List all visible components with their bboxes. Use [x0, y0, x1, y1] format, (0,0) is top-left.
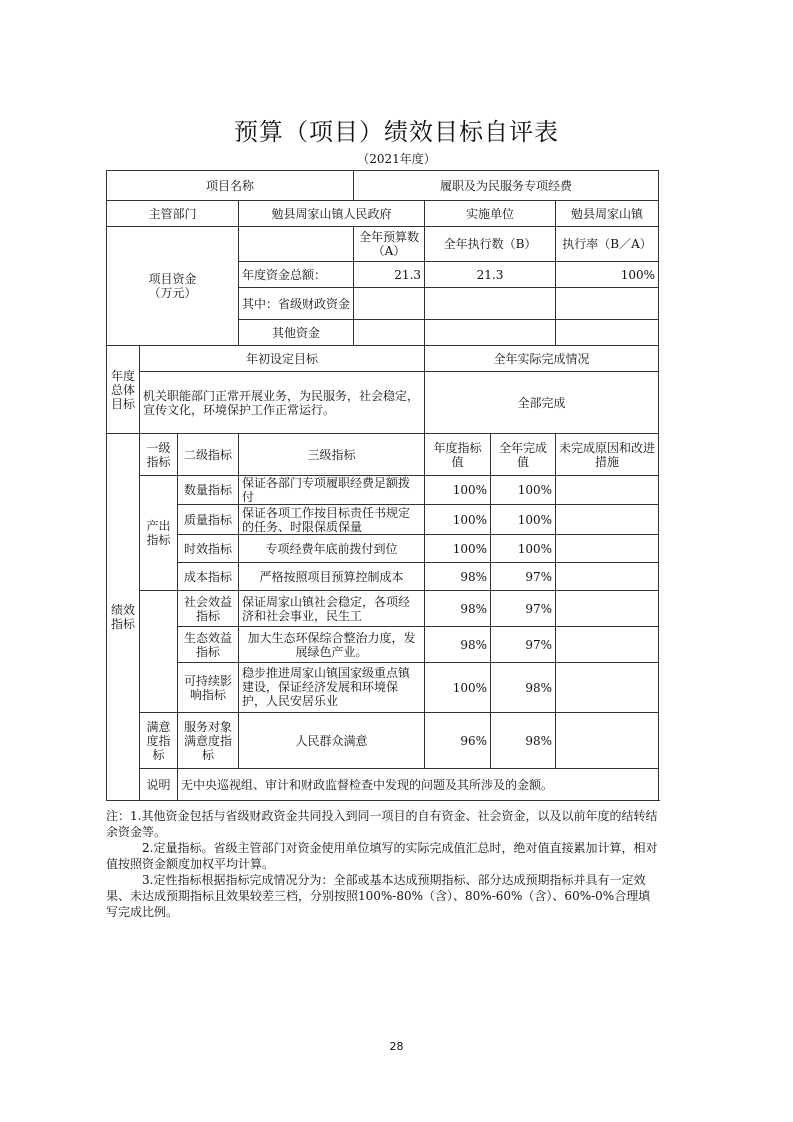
target-cell: 96%	[425, 713, 491, 769]
reason-cell	[556, 591, 659, 627]
actual-cell: 98%	[491, 663, 556, 713]
overall-col-actual: 全年实际完成情况	[425, 346, 659, 372]
overall-label: 年度总体目标	[107, 346, 140, 434]
funds-row-label: 其中：省级财政资金	[239, 288, 354, 320]
funds-header-blank	[239, 227, 354, 262]
level2-cell: 成本指标	[178, 563, 239, 591]
funds-label	[107, 227, 239, 346]
target-cell: 100%	[425, 535, 491, 563]
project-name-value: 履职及为民服务专项经费	[354, 171, 659, 201]
funds-row-label: 其他资金	[239, 320, 354, 346]
funds-label-line2: （万元）	[148, 286, 197, 300]
level2-cell: 服务对象满意度指标	[178, 713, 239, 769]
funds-row-budget: 21.3	[354, 262, 425, 288]
dept-value: 勉县周家山镇人民政府	[239, 201, 425, 227]
actual-cell: 100%	[491, 505, 556, 535]
h-actual: 全年完成值	[491, 434, 556, 476]
footnote-1: 注：1.其他资金包括与省级财政资金共同投入到同一项目的自有资金、社会资金，以及以前年度的结转结余资金等。	[106, 809, 658, 839]
funds-row-exec: 21.3	[425, 262, 556, 288]
h-level1: 一级指标	[140, 434, 178, 476]
level2-cell: 数量指标	[178, 476, 239, 505]
year-subtitle: （2021年度）	[357, 152, 436, 166]
h-reason: 未完成原因和改进措施	[556, 434, 659, 476]
level3-cell	[239, 663, 425, 713]
reason-cell	[556, 663, 659, 713]
overall-target-text: 机关职能部门正常开展业务，为民服务，社会稳定，宣传文化，环境保护工作正常运行。	[140, 372, 425, 434]
actual-cell: 100%	[491, 476, 556, 505]
overall-actual-text: 全部完成	[425, 372, 659, 434]
level1-effect	[140, 591, 178, 713]
level3-cell: 专项经费年底前拨付到位	[239, 535, 425, 563]
level2-cell: 时效指标	[178, 535, 239, 563]
target-cell: 100%	[425, 505, 491, 535]
level2-cell: 可持续影响指标	[178, 663, 239, 713]
level3-cell: 严格按照项目预算控制成本	[239, 563, 425, 591]
funds-row-rate: 100%	[556, 262, 659, 288]
funds-row-budget	[354, 320, 425, 346]
page-number: 28	[389, 1040, 404, 1053]
h-target: 年度指标值	[425, 434, 491, 476]
level3-text: 保证各部门专项履职经费足额拨付	[242, 476, 411, 504]
level3-cell	[239, 476, 425, 505]
target-cell: 98%	[425, 627, 491, 663]
funds-row-label: 年度资金总额：	[239, 262, 354, 288]
indicators-label: 绩效指标	[107, 434, 140, 801]
reason-cell	[556, 476, 659, 505]
overall-col-target: 年初设定目标	[140, 346, 425, 372]
self-evaluation-table	[106, 170, 659, 801]
level3-text: 保证各项工作按目标责任书规定的任务、时限保质保量	[242, 505, 411, 534]
page-title: 预算（项目）绩效目标自评表	[234, 118, 559, 146]
funds-row-rate	[556, 288, 659, 320]
target-cell: 98%	[425, 591, 491, 627]
level2-cell: 质量指标	[178, 505, 239, 535]
remark-label: 说明	[140, 769, 178, 801]
actual-cell: 98%	[491, 713, 556, 769]
dept-label: 主管部门	[107, 201, 239, 227]
funds-col-budget: 全年预算数（A）	[354, 227, 425, 262]
level3-cell: 加大生态环保综合整治力度，发展绿色产业。	[239, 627, 425, 663]
footnote-2: 2.定量指标。省级主管部门对资金使用单位填写的实际完成值汇总时，绝对值直接累加计算，相对值按照资金额度加权平均计算。	[106, 841, 658, 871]
impl-label: 实施单位	[425, 201, 556, 227]
actual-cell: 97%	[491, 591, 556, 627]
footnote-3: 3.定性指标根据指标完成情况分为：全部或基本达成预期指标、部分达成预期指标并具有一定效果、未达成预期指标且效果较差三档，分别按照100%-80%（含）、80%-60%（含）、60%-0%合理填写完成比例。	[106, 873, 651, 919]
actual-cell: 100%	[491, 535, 556, 563]
reason-cell	[556, 627, 659, 663]
actual-cell: 97%	[491, 627, 556, 663]
h-level2: 二级指标	[178, 434, 239, 476]
level1-satisfaction: 满意度指标	[140, 713, 178, 769]
funds-row-rate	[556, 320, 659, 346]
reason-cell	[556, 713, 659, 769]
remark-text: 无中央巡视组、审计和财政监督检查中发现的问题及其所涉及的金额。	[178, 769, 659, 801]
h-level3: 三级指标	[239, 434, 425, 476]
target-cell: 100%	[425, 476, 491, 505]
level3-text: 保证周家山镇社会稳定，各项经济和社会事业，民生工	[242, 594, 411, 623]
level3-cell	[239, 591, 425, 627]
funds-row-exec	[425, 320, 556, 346]
funds-col-exec: 全年执行数（B）	[425, 227, 556, 262]
level3-text: 稳步推进周家山镇国家级重点镇建设，保证经济发展和环境保护，人民安居乐业	[242, 665, 411, 708]
level1-output: 产出指标	[140, 476, 178, 591]
funds-col-rate: 执行率（B／A）	[556, 227, 659, 262]
target-cell: 98%	[425, 563, 491, 591]
reason-cell	[556, 535, 659, 563]
reason-cell	[556, 505, 659, 535]
footnotes	[106, 808, 658, 920]
impl-value: 勉县周家山镇	[556, 201, 659, 227]
level3-cell	[239, 505, 425, 535]
level2-cell: 生态效益指标	[178, 627, 239, 663]
funds-label-line1: 项目资金	[148, 272, 197, 286]
project-name-label: 项目名称	[107, 171, 354, 201]
reason-cell	[556, 563, 659, 591]
funds-row-budget	[354, 288, 425, 320]
funds-row-exec	[425, 288, 556, 320]
level2-cell: 社会效益指标	[178, 591, 239, 627]
target-cell: 100%	[425, 663, 491, 713]
level3-cell: 人民群众满意	[239, 713, 425, 769]
actual-cell: 97%	[491, 563, 556, 591]
